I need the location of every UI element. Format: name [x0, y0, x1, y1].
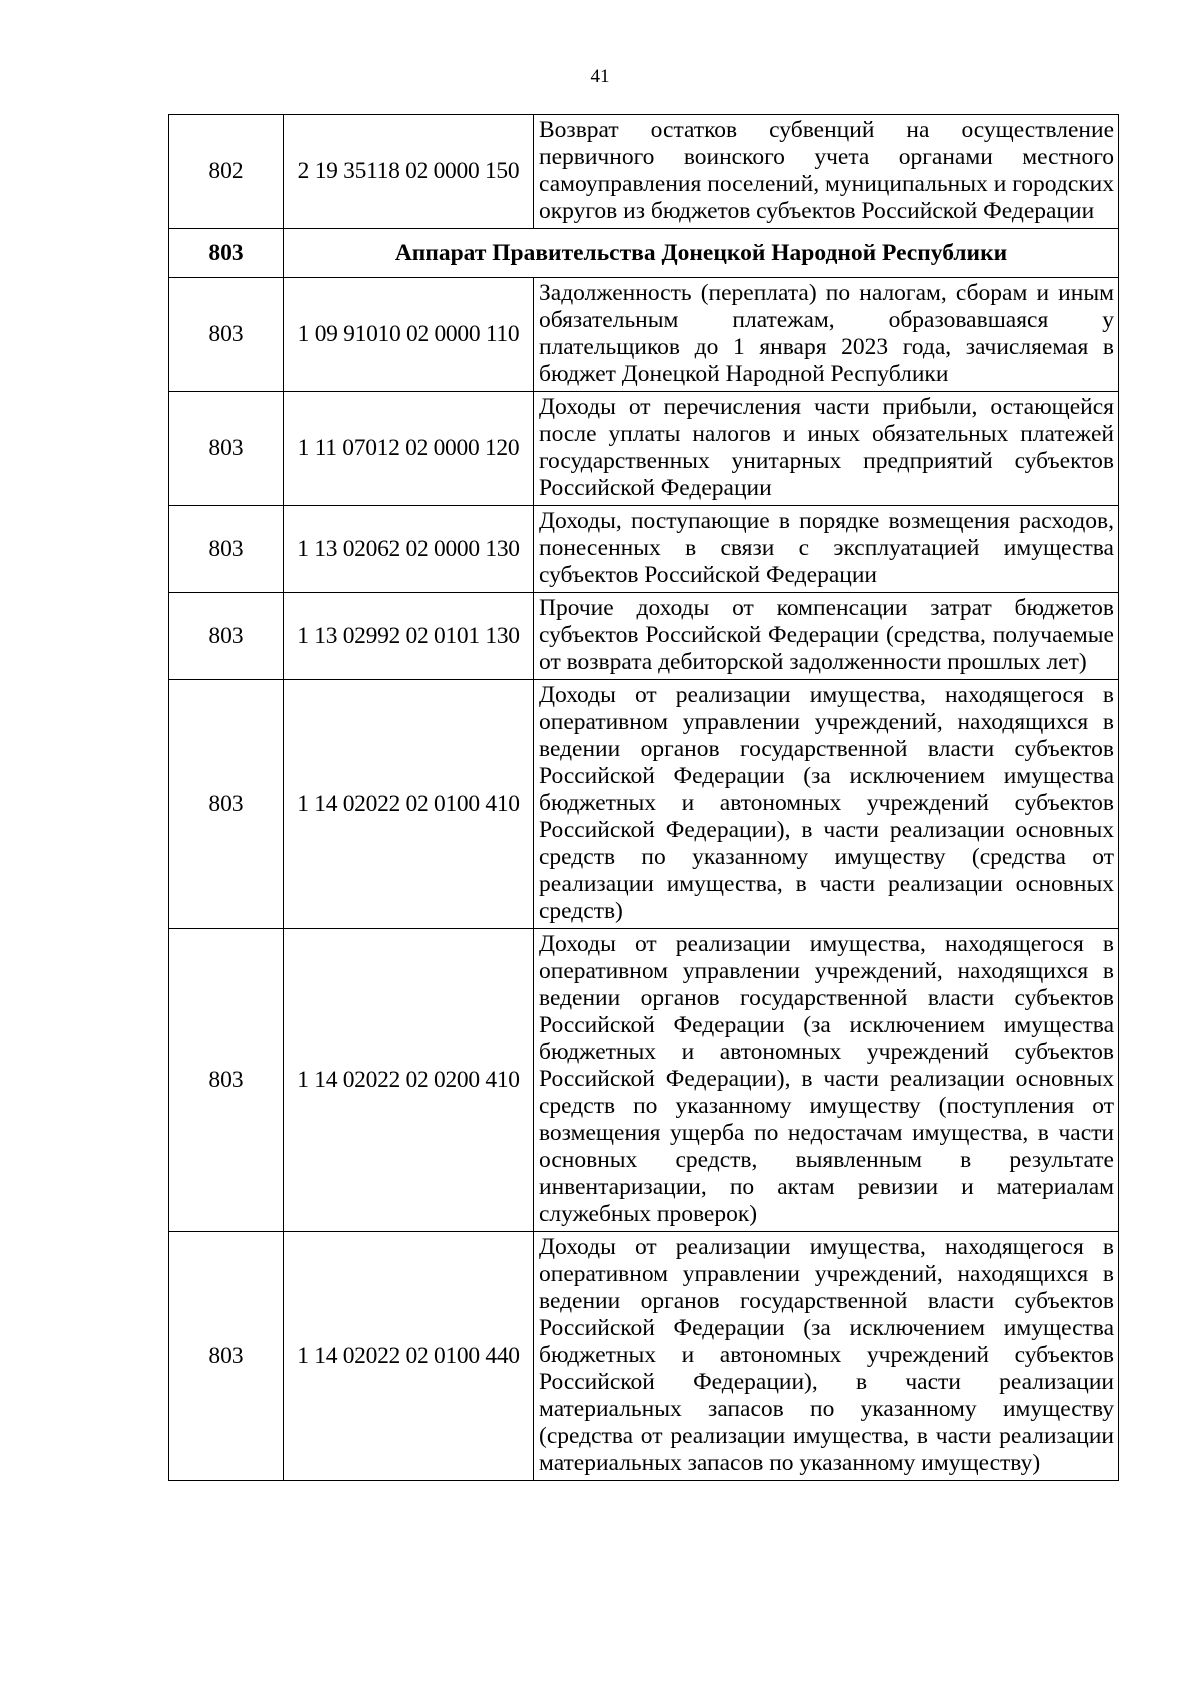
- admin-code-cell: 802: [169, 115, 284, 229]
- budget-classification-code-cell: 1 14 02022 02 0100 410: [284, 680, 534, 929]
- revenue-description-cell: Прочие доходы от компенсации затрат бюджетов субъектов Российской Федерации (средства, получаемые от возврата дебиторской задолженности прошлых лет): [534, 593, 1119, 680]
- budget-classification-code-cell: 2 19 35118 02 0000 150: [284, 115, 534, 229]
- revenue-description-cell: Возврат остатков субвенций на осуществление первичного воинского учета органами местного самоуправления поселений, муниципальных и городских округов из бюджетов субъектов Российской Федерации: [534, 115, 1119, 229]
- admin-code-cell: 803: [169, 1232, 284, 1481]
- admin-code-cell: 803: [169, 929, 284, 1232]
- revenue-description-cell: Задолженность (переплата) по налогам, сборам и иным обязательным платежам, образовавшаяся у плательщиков до 1 января 2023 года, зачисляемая в бюджет Донецкой Народной Республики: [534, 278, 1119, 392]
- budget-classification-code-cell: 1 13 02062 02 0000 130: [284, 506, 534, 593]
- section-admin-code: 803: [169, 229, 284, 278]
- table-row: [169, 680, 1119, 929]
- table-row: [169, 115, 1119, 229]
- admin-code-cell: 803: [169, 392, 284, 506]
- revenue-description-cell: Доходы от реализации имущества, находящегося в оперативном управлении учреждений, находящихся в ведении органов государственной власти субъектов Российской Федерации (за исключением имущества бюджетных и автономных учреждений субъектов Российской Федерации), в части реализации основных средств по указанному имуществу (поступления от возмещения ущерба по недостачам имущества, в части основных средств, выявленным в результате инвентаризации, по актам ревизии и материалам служебных проверок): [534, 929, 1119, 1232]
- admin-code-cell: 803: [169, 278, 284, 392]
- revenue-description-cell: Доходы от реализации имущества, находящегося в оперативном управлении учреждений, находящихся в ведении органов государственной власти субъектов Российской Федерации (за исключением имущества бюджетных и автономных учреждений субъектов Российской Федерации), в части реализации основных средств по указанному имуществу (средства от реализации имущества, в части реализации основных средств): [534, 680, 1119, 929]
- section-header-row: [169, 229, 1119, 278]
- table-row: [169, 593, 1119, 680]
- table-row: [169, 506, 1119, 593]
- revenue-description-cell: Доходы от реализации имущества, находящегося в оперативном управлении учреждений, находящихся в ведении органов государственной власти субъектов Российской Федерации (за исключением имущества бюджетных и автономных учреждений субъектов Российской Федерации), в части реализации материальных запасов по указанному имуществу (средства от реализации имущества, в части реализации материальных запасов по указанному имуществу): [534, 1232, 1119, 1481]
- budget-classification-code-cell: 1 14 02022 02 0100 440: [284, 1232, 534, 1481]
- budget-classification-code-cell: 1 09 91010 02 0000 110: [284, 278, 534, 392]
- budget-classification-code-cell: 1 14 02022 02 0200 410: [284, 929, 534, 1232]
- page-number: 41: [590, 66, 610, 87]
- revenue-description-cell: Доходы, поступающие в порядке возмещения расходов, понесенных в связи с эксплуатацией имущества субъектов Российской Федерации: [534, 506, 1119, 593]
- admin-code-cell: 803: [169, 593, 284, 680]
- section-title: Аппарат Правительства Донецкой Народной Республики: [284, 229, 1119, 278]
- table-row: [169, 929, 1119, 1232]
- budget-classification-code-cell: 1 11 07012 02 0000 120: [284, 392, 534, 506]
- budget-code-table: [168, 114, 1119, 1481]
- table-row: [169, 392, 1119, 506]
- revenue-description-cell: Доходы от перечисления части прибыли, остающейся после уплаты налогов и иных обязательных платежей государственных унитарных предприятий субъектов Российской Федерации: [534, 392, 1119, 506]
- table-row: [169, 1232, 1119, 1481]
- admin-code-cell: 803: [169, 506, 284, 593]
- admin-code-cell: 803: [169, 680, 284, 929]
- table-row: [169, 278, 1119, 392]
- budget-classification-code-cell: 1 13 02992 02 0101 130: [284, 593, 534, 680]
